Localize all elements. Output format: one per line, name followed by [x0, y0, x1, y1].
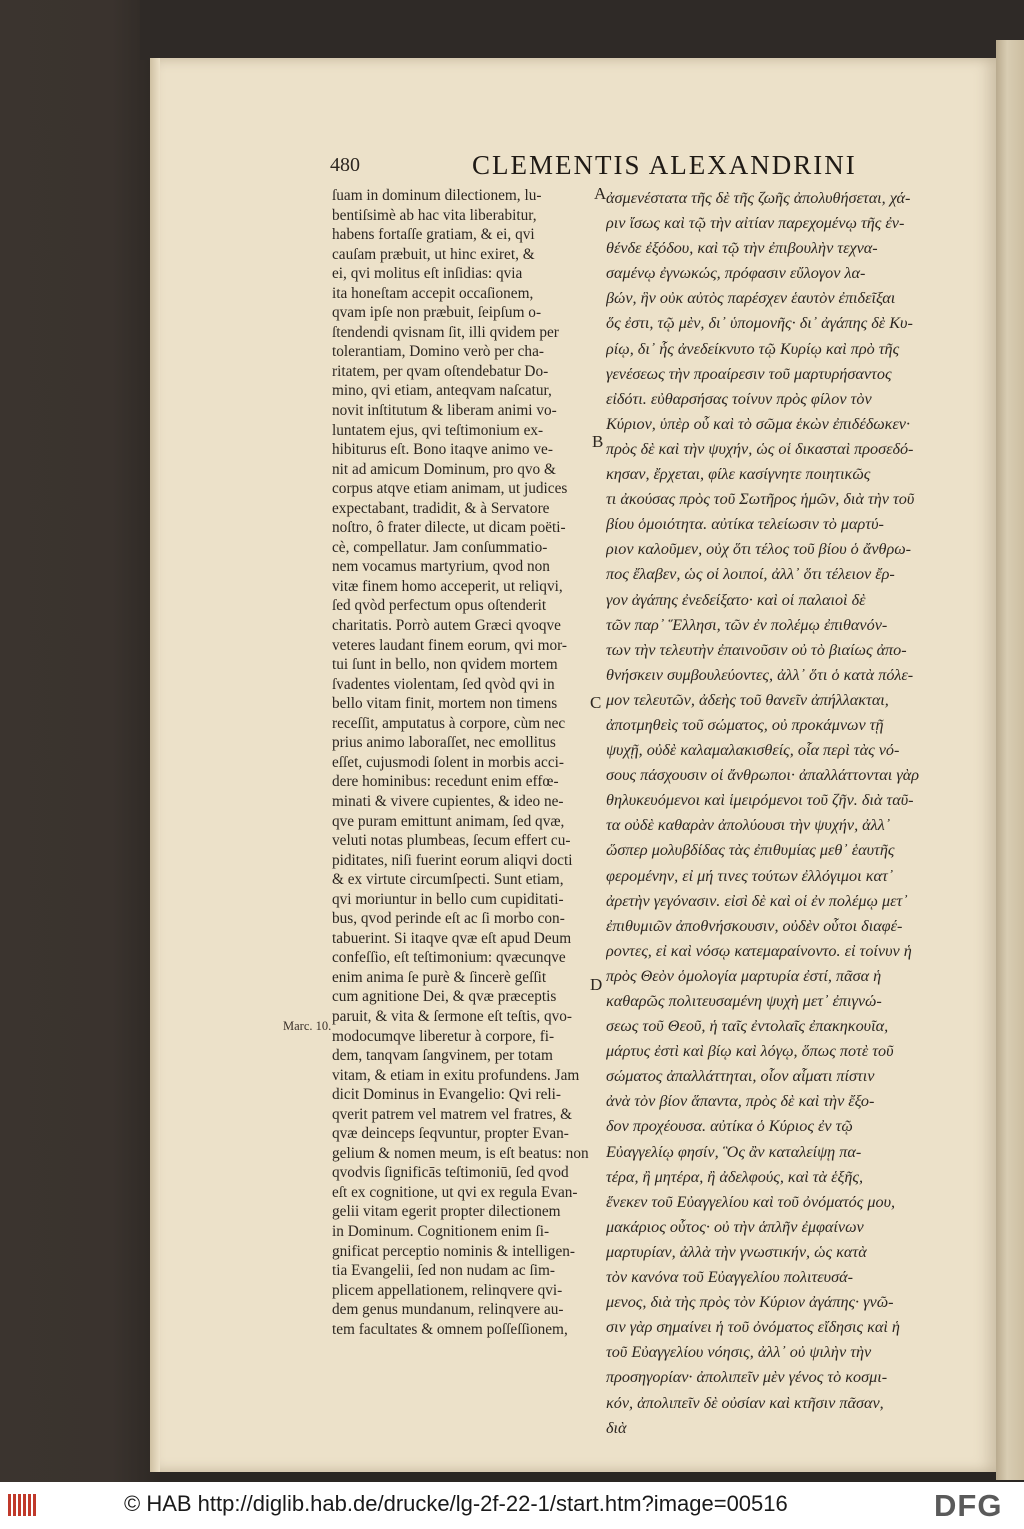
latin-text-line: prius animo laboraſſet, nec emollitus [332, 734, 556, 752]
greek-text-line: ριν ἴσως καὶ τῷ τὴν αἰτίαν παρεχομένῳ τῆς ἐν- [606, 214, 905, 233]
page-header [330, 150, 950, 184]
greek-text-line: σαμένῳ ἐγνωκώς, πρόφασιν εὔλογον λα- [606, 264, 866, 283]
greek-text-line: σώματος ἀπαλλάττηται, οἷον αἷματι πίστιν [606, 1067, 875, 1086]
latin-text-line: qvodvis ſignificās teſtimoniū, ſed qvod [332, 1164, 569, 1182]
latin-text-line: paruit, & vita & ſermone eſt teſtis, qvo- [332, 1007, 573, 1025]
latin-text-line: ritatem, per qvam oſtendebatur Do- [332, 362, 549, 380]
greek-text-line: ἀνὰ τὸν βίον ἅπαντα, πρὸς δὲ καὶ τὴν ἔξο- [606, 1092, 875, 1111]
latin-column [332, 186, 594, 1339]
latin-text-line: minati & vivere cupientes, & ideo ne- [332, 792, 564, 810]
latin-text-line: ſuam in dominum dilectionem, lu- [332, 187, 542, 204]
greek-text-line: τῶν παρ᾽ Ἕλλησι, τῶν ἐν πολέμῳ ἐπιθανόν- [606, 615, 888, 634]
greek-text-line: μάρτυς ἐστὶ καὶ βίῳ καὶ λόγῳ, ὅπως ποτὲ τοῦ [606, 1042, 894, 1061]
greek-text-line: πρὸς Θεὸν ὁμολογία μαρτυρία ἐστί, πᾶσα ἡ [606, 966, 882, 985]
greek-text-line: εἰδότι. εὐθαρσήσας τοίνυν πρὸς φίλον τὸν [606, 389, 872, 408]
greek-text-line: τέρα, ἢ μητέρα, ἢ ἀδελφούς, καὶ τὰ ἑξῆς, [606, 1167, 864, 1186]
latin-text-line: ſtendendi qvisnam ſit, illi qvidem per [332, 323, 559, 341]
latin-text-line: tabuerint. Si itaqve qvæ eſt apud Deum [332, 929, 572, 947]
latin-text-line: tem facultates & omnem poſſeſſionem, [332, 1320, 568, 1338]
greek-text-line: κόν, ἀπολιπεῖν δὲ οὐσίαν καὶ κτῆσιν πᾶσαν, [606, 1393, 884, 1412]
latin-text-line: mino, qvi etiam, anteqvam naſcatur, [332, 382, 552, 400]
margin-marker-a: A [594, 184, 607, 203]
latin-text-line: noſtro, ô frater dilecte, ut dicam poëti- [332, 519, 566, 537]
greek-text-line: ἐπιθυμιῶν ἀποθνήσκουσιν, οὐδὲν οὗτοι διαφέ- [606, 916, 903, 935]
latin-text-line: dicit Dominus in Evangelio: Qvi reli- [332, 1086, 561, 1104]
greek-text-line: σους πάσχουσιν οἱ ἄνθρωποι· ἀπαλλάττονται γὰρ [606, 766, 919, 785]
margin-note: Marc. 10. [283, 1019, 332, 1033]
latin-text-line: veteres laudant finem eorum, qvi mor- [332, 636, 568, 654]
greek-text-line: ὥσπερ μολυβδίδας τὰς ἐπιθυμίας μεθ᾽ ἑαυτῆς [606, 841, 895, 860]
greek-text-line: κησαν, ἔρχεται, φίλε κασίγνητε ποιητικῶς [606, 465, 871, 484]
greek-text-line: θνήσκειν συμβουλεύοντες, ἀλλ᾽ ὅτι ὁ κατὰ πόλε- [606, 665, 914, 684]
latin-text-line: in Dominum. Cognitionem enim ſi- [332, 1222, 550, 1240]
greek-text-line: τα οὐδὲ καθαρὰν ἀπολύουσι τὴν ψυχήν, ἀλλ᾽ [606, 816, 891, 835]
page-stack-edge [996, 40, 1024, 1480]
page-gutter [150, 58, 160, 1472]
greek-text-line: τοῦ Εὐαγγελίου νόησις, ἀλλ᾽ οὐ ψιλὴν τὴν [606, 1343, 872, 1362]
latin-text-line: eſſet, cujusmodi ſolent in morbis acci- [332, 753, 564, 771]
greek-text-line: Εὐαγγελίῳ φησίν, Ὃς ἂν καταλείψῃ πα- [606, 1142, 862, 1161]
latin-text-line: habens fortaſſe gratiam, & ei, qvi [332, 226, 535, 244]
greek-text-line: μαρτυρίαν, ἀλλὰ τὴν γνωστικήν, ὡς κατὰ [606, 1242, 867, 1261]
greek-text-line: ὅς ἐστι, τῷ μὲν, δι᾽ ὑπομονῆς· δι᾽ ἀγάπης δὲ Κυ- [606, 314, 913, 333]
greek-text-line: καθαρῶς πολιτευσαμένη ψυχὴ μετ᾽ ἐπιγνώ- [606, 992, 882, 1010]
latin-text-line: & ex virtute circumſpecti. Sunt etiam, [332, 871, 564, 889]
latin-text-line: bentiſsimè ab hac vita liberabitur, [332, 206, 537, 224]
dfg-logo: DFG [934, 1488, 1003, 1523]
greek-text-line: θένδε ἐξόδου, καὶ τῷ τὴν ἐπιβουλὴν τεχνα- [606, 239, 878, 258]
latin-text-line: tolerantiam, Domino verò per cha- [332, 343, 544, 361]
latin-text-line: corpus atqve etiam animam, ut judices [332, 480, 568, 498]
latin-text-line: piditates, niſi fuerint eorum aliqvi docti [332, 851, 573, 869]
latin-text-line: hibiturus eſt. Bono itaqve animo ve- [332, 441, 553, 459]
greek-column [606, 186, 942, 1441]
greek-text-line: τι ἀκούσας πρὸς τοῦ Σωτῆρος ἡμῶν, διὰ τὴν τοῦ [606, 490, 915, 509]
greek-text-line: γον ἀγάπης ἐνεδείξατο· καὶ οἱ παλαιοὶ δὲ [606, 590, 866, 609]
footer-bar [0, 1482, 1024, 1529]
latin-text-line: enim anima ſe purè & ſincerè geſſit [332, 968, 547, 986]
greek-text-line: πρὸς δὲ καὶ τὴν ψυχήν, ὡς οἱ δικασταὶ προσεδό- [606, 439, 914, 458]
latin-text-line: nit ad amicum Dominum, pro qvo & [332, 460, 556, 478]
latin-text-line: ei, qvi molitus eſt inſidias: qvia [332, 265, 523, 283]
scan-background-left [0, 0, 160, 1482]
greek-text-line: βών, ἣν οὐκ αὐτὸς παρέσχεν ἑαυτὸν ἐπιδεῖξαι [606, 289, 896, 308]
latin-text-line: eſt ex cognitione, ut qvi ex regula Evan- [332, 1183, 578, 1201]
greek-text-line: ἀσμενέστατα τῆς δὲ τῆς ζωῆς ἀπολυθήσεται, χά- [606, 189, 911, 207]
latin-text-line: cè, compellatur. Jam conſummatio- [332, 538, 548, 556]
greek-text-line: θηλυκευόμενοι καὶ ἱμειρόμενοι τοῦ ζῆν. διὰ ταῦ- [606, 791, 914, 810]
latin-text-line: luntatem ejus, qvi teſtimonium ex- [332, 421, 544, 439]
latin-text-line: qve puram emittunt animam, ſed qvæ, [332, 812, 565, 830]
latin-text-line: vitam, & etiam in exitu profundens. Jam [332, 1066, 580, 1084]
vertical-bars-icon [8, 1492, 38, 1518]
latin-text-line: bello vitam finit, mortem non timens [332, 695, 558, 713]
greek-text-line: γενέσεως τὴν προαίρεσιν τοῦ μαρτυρήσαντος [606, 364, 892, 383]
running-title: CLEMENTIS ALEXANDRINI [472, 150, 857, 180]
latin-text-line: tui ſunt in bello, non qvidem mortem [332, 656, 558, 674]
greek-text-line: των τὴν τελευτὴν ἐπαινοῦσιν οὐ τὸ βιαίως ἀπο- [606, 640, 907, 659]
latin-text-line: modocumqve liberetur à corpore, fi- [332, 1027, 555, 1045]
greek-text-line: ριον καλοῦμεν, οὐχ ὅτι τέλος τοῦ βίου ὁ ἄνθρω- [606, 540, 912, 559]
greek-text-line: ἕνεκεν τοῦ Εὐαγγελίου καὶ τοῦ ὀνόματός μου, [606, 1192, 896, 1211]
latin-text-line: dere hominibus: recedunt enim effœ- [332, 773, 559, 791]
latin-text-line: ſed qvòd perfectum opus oſtenderit [332, 597, 547, 615]
margin-marker-c: C [590, 693, 602, 712]
latin-text-line: ſvadentes violentam, ſed qvòd qvi in [332, 675, 555, 693]
latin-text-line: vitæ finem homo acceperit, ut reliqvi, [332, 577, 563, 595]
greek-text-line: ρίῳ, δι᾽ ἧς ἀνεδείκνυτο τῷ Κυρίῳ καὶ πρὸ τῆς [606, 339, 900, 358]
latin-text-line: expectabant, tradidit, & à Servatore [332, 499, 550, 517]
greek-text-line: φερομένην, εἰ μή τινες τούτων ἐλλόγιμοι κατ᾽ [606, 866, 894, 885]
latin-text-line: cum agnitione Dei, & qvæ præceptis [332, 988, 557, 1006]
latin-text-line: charitatis. Porrò autem Græci qvoqve [332, 617, 561, 635]
greek-text-line: ἀποτμηθεὶς τοῦ σώματος, οὐ προκάμνων τῇ [606, 715, 884, 734]
latin-text-line: bus, qvod perinde eſt ac ſi morbo con- [332, 910, 565, 928]
greek-text-line: μακάριος οὗτος· οὐ τὴν ἁπλῆν ἐμφαίνων [606, 1217, 864, 1236]
greek-text-line: σιν γὰρ σημαίνει ἡ τοῦ ὀνόματος εἴδησις καὶ ἡ [606, 1318, 900, 1337]
greek-text-line: σεως τοῦ Θεοῦ, ἡ ταῖς ἐντολαῖς ἐπακηκουῖα, [606, 1017, 889, 1036]
margin-marker-b: B [592, 432, 604, 451]
latin-text-line: qvæ deinceps ſeqvuntur, propter Evan- [332, 1125, 569, 1143]
greek-text-line: ροντες, εἰ καὶ νόσῳ κατεμαραίνοντο. εἰ τοίνυν ἡ [606, 941, 912, 960]
latin-text-line: plicem appellationem, relinqvere qvi- [332, 1281, 563, 1299]
scan-background-top [140, 0, 1024, 60]
latin-text-line: cauſam præbuit, ut hinc exiret, & [332, 245, 535, 263]
greek-text-line: Κύριον, ὑπὲρ οὗ καὶ τὸ σῶμα ἑκὼν ἐπιδέδωκεν· [606, 414, 911, 433]
latin-text-line: receſſit, amputatus à corpore, cùm nec [332, 714, 566, 732]
greek-text-line: μενος, διὰ τὴς πρὸς τὸν Κύριον ἀγάπης· γνῶ- [606, 1293, 894, 1312]
greek-text-line: πος ἔλαβεν, ὡς οἱ λοιποί, ἀλλ᾽ ὅτι τέλειον ἔρ- [606, 565, 895, 584]
latin-text-line: novit inſtitutum & liberam animi vo- [332, 402, 557, 420]
latin-text-line: qvi moriuntur in bello cum cupiditati- [332, 890, 564, 908]
greek-text-line: μον τελευτῶν, ἀδεὴς τοῦ θανεῖν ἀπήλλακται, [606, 690, 889, 709]
greek-text-line: δον προχέουσα. αὐτίκα ὁ Κύριος ἐν τῷ [606, 1117, 853, 1136]
latin-text-line: gnificat perceptio nominis & intelligen- [332, 1242, 575, 1260]
greek-text-line: βίου ὁμοιότητα. αὐτίκα τελείωσιν τὸ μαρτύ- [606, 515, 884, 534]
greek-text-line: τὸν κανόνα τοῦ Εὐαγγελίου πολιτευσά- [606, 1268, 853, 1287]
greek-text-line: προσηγορίαν· ἀπολιπεῖν μὲν γένος τὸ κοσμι- [606, 1368, 888, 1387]
latin-text-line: qvam ipſe non præbuit, ſeipſum o- [332, 304, 542, 322]
copyright-url-text[interactable]: © HAB http://diglib.hab.de/drucke/lg-2f-22-1/start.htm?image=00516 [124, 1491, 788, 1516]
latin-text-line: veluti notas plumbeas, ſecum effert cu- [332, 832, 571, 850]
greek-text-line: ψυχῇ, οὐδὲ καλαμαλακισθείς, οἷα περὶ τὰς νό- [606, 741, 900, 760]
latin-text-line: nem vocamus martyrium, qvod non [332, 558, 550, 576]
margin-marker-d: D [590, 975, 603, 994]
latin-text-line: tia Evangelii, ſed non nudam ac ſim- [332, 1262, 556, 1280]
latin-text-line: dem, tanqvam ſangvinem, per totam [332, 1047, 553, 1065]
greek-text-line: διὰ [606, 1418, 627, 1437]
page-number: 480 [330, 154, 360, 176]
greek-text-line: ἀρετὴν γεγόνασιν. εἰσὶ δὲ καὶ οἱ ἐν πολέμῳ μετ᾽ [606, 891, 908, 910]
latin-text-line: gelium & nomen meum, is eſt beatus: non [332, 1144, 589, 1162]
latin-text-line: dem genus mundanum, relinqvere au- [332, 1301, 564, 1319]
latin-text-line: qverit patrem vel matrem vel fratres, & [332, 1105, 572, 1123]
latin-text-line: gelii vitam egerit propter dilectionem [332, 1203, 561, 1221]
latin-text-line: confeſſio, eſt teſtimonium: qvæcunqve [332, 949, 566, 967]
latin-text-line: ita honeſtam accepit occaſionem, [332, 284, 534, 302]
